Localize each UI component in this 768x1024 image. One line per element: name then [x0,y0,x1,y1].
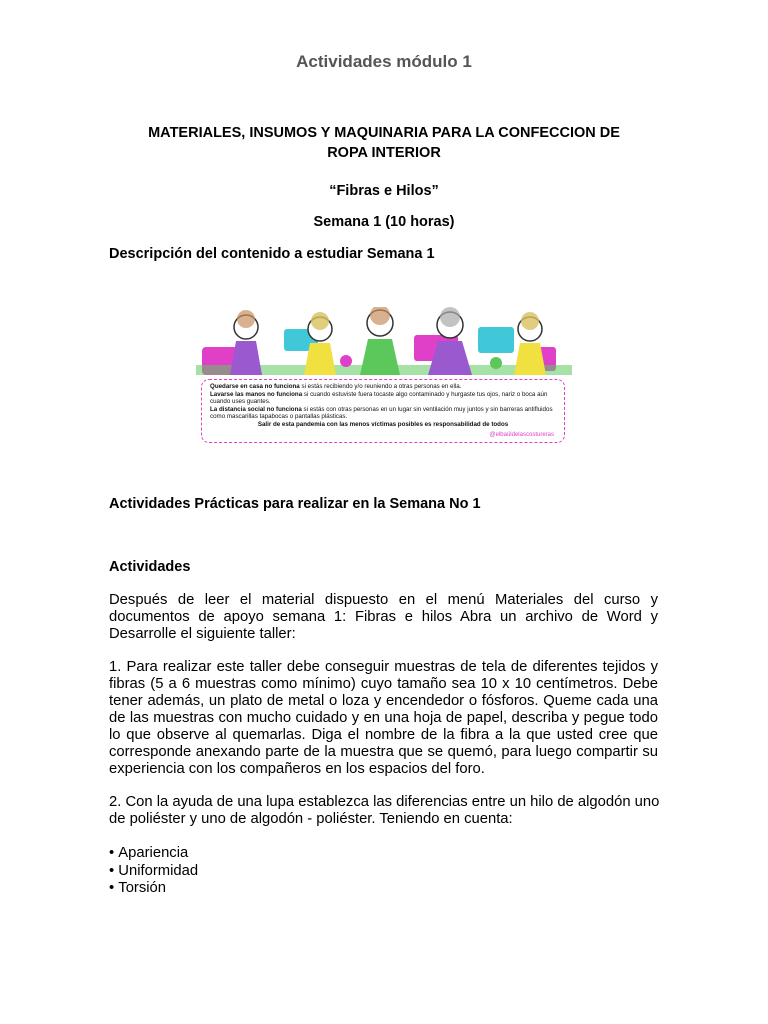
notice-line-2: Lavarse las manos no funciona si cuando estuviste fuera tocaste algo contaminado y hurgaste tus ojos, nariz o boca aún cuando uses guantes. [210,390,548,406]
criteria-list [109,845,198,898]
notice-line-1: Quedarse en casa no funciona si estás recibiendo y/o reuniendo a otras personas en ella. [210,383,462,390]
activity-item-2: 2. Con la ayuda de una lupa establezca las diferencias entre un hilo de algodón uno de poliéster y uno de algodón - poliéster. Teniendo en cuenta: [109,794,660,827]
subtitle: “Fibras e Hilos” [329,183,439,199]
illustration [196,307,572,449]
sewing-people-illustration [196,307,572,381]
course-title-line-1: MATERIALES, INSUMOS Y MAQUINARIA PARA LA CONFECCION DE [148,125,620,141]
course-title [0,123,768,163]
activity-item-1: 1. Para realizar este taller debe conseguir muestras de tela de diferentes tejidos y fibras (5 a 6 muestras como mínimo) cuyo tamaño sea 10 x 10 centímetros. Debe tener además, un plato de metal o loza y encendedor o fósforos. Queme cada una de las muestras con mucho cuidado y en una hoja de papel, describa y pegue todo lo que observe al quemarlas. Diga el nombre de la fibra a la que usted cree que corresponde anexando parte de la muestra que se quemó, para luego compartir su experiencia con los compañeros en los espacios del foro. [109,659,658,777]
list-item: • Torsión [109,880,198,898]
notice-line-4: Salir de esta pandemia con las menos víctimas posibles es responsabilidad de todos [257,420,509,428]
week-label: Semana 1 (10 horas) [313,214,455,230]
course-title-line-2: ROPA INTERIOR [327,145,441,161]
activities-label: Actividades [109,559,191,575]
notice-box [201,379,565,443]
notice-line-3: La distancia social no funciona si estás con otras personas en un lugar sin ventilación muy juntos y sin barreras antifluidos como mascarillas tapabocas o pantallas plásticas. [210,405,553,421]
list-item: • Apariencia [109,845,198,863]
list-item: • Uniformidad [109,863,198,881]
activities-heading: Actividades Prácticas para realizar en la Semana No 1 [109,496,481,512]
document-title: Actividades módulo 1 [296,52,472,71]
intro-paragraph: Después de leer el material dispuesto en el menú Materiales del curso y documentos de apoyo semana 1: Fibras e hilos Abra un archivo de Word y Desarrolle el siguiente taller: [109,592,658,642]
notice-handle: @elbaúldelascostureras [489,432,554,439]
content-heading: Descripción del contenido a estudiar Semana 1 [109,246,435,262]
